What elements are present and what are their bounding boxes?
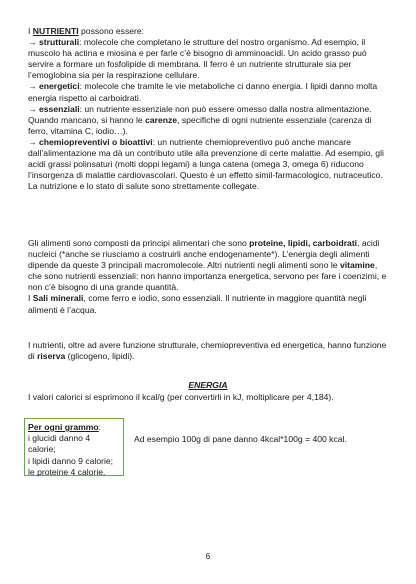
structural-item <box>28 37 392 81</box>
bread-example: Ad esempio 100g di pane danno 4kcal*100g = 400 kcal. <box>134 434 347 444</box>
foods-paragraph: Gli alimenti sono composti da principi alimentari che sono proteine, lipidi, carboidrati, acidi nucleici (*anche se riusciamo a costruirli anche endogenamente*). L’energia degli alimenti dipende da queste 3 principali macromolecole. Altri nutrienti negli alimenti sono le vitamine, che sono nutrienti essenziali: non hanno importanza energetica, servono per fare i coenzimi, e non c’è bisogno di una grande quantità. I Sali minerali, come ferro e iodio, sono essenziali. Il nutriente in maggiore quantità negli alimenti è l’acqua. <box>28 238 387 315</box>
structural-term: strutturali <box>38 37 80 48</box>
intro-text: I <box>28 26 33 36</box>
box-line-glucids: i glucidi danno 4 calorie; <box>28 433 91 455</box>
energy-heading: ENERGIA <box>188 380 228 390</box>
chemopreventive-text: : un nutriente chemiopreventivo può anche mancare dall’alimentazione ma dà un contributo utile alla prevenzione di certe malattie. Ad esempio, gli acidi grassi polinsaturi (molti doppi legami) a lunga catena (omega 3, omega 6) riducono l’insorgenza di malattie cardiovascolari. Questo è un effetto simil-farmacologico, nutraceutico. La nutrizione e lo stato di salute sono strettamente collegate. <box>28 136 384 192</box>
arrow-icon: → <box>28 81 37 92</box>
intro-text-end: possono essere: <box>78 26 145 36</box>
nutrients-intro <box>28 26 392 37</box>
minerals-term: Sali minerali <box>32 293 84 304</box>
arrow-icon: → <box>28 37 37 48</box>
box-title: Per ogni grammo <box>28 422 99 432</box>
nutrients-section <box>28 26 392 192</box>
energetic-item <box>28 81 392 103</box>
deficiency-term: carenze <box>145 114 178 125</box>
arrow-icon: → <box>28 136 37 147</box>
energy-paragraph: I valori calorici si esprimono il kcal/g (per convertirli in kJ, moltiplicare per 4,184). <box>28 392 334 402</box>
box-line-proteins: le proteine 4 calorie. <box>28 466 106 477</box>
structural-text: : molecole che completano le strutture del nostro organismo. Ad esempio, il muscolo ha actina e miosina e per farle c’è bisogno di amminoacidi. Un acido grasso può servire a formare un fosfolipide di membrana. Il ferro è un nutriente strutturale sia per l’emoglobina sia per la respirazione cellulare. <box>28 37 367 81</box>
calories-per-gram-box: Per ogni grammo: i glucidi danno 4 calorie; i lipidi danno 9 calorie; le proteine 4 calorie. <box>24 418 124 476</box>
chemopreventive-term: chemiopreventivi o bioattivi <box>38 136 153 147</box>
macronutrients-term: proteine, lipidi, carboidrati <box>249 238 358 248</box>
essential-text: : un nutriente essenziale non può essere omesso dalla nostra alimentazione. Quando mancano, si hanno le <box>28 103 372 125</box>
vitamins-term: vitamine <box>339 260 375 271</box>
energetic-term: energetici <box>38 81 80 92</box>
essential-item <box>28 104 392 137</box>
essential-text-end: , specifiche di ogni nutriente essenziale (carenza di ferro, vitamina C, iodio…). <box>28 114 372 136</box>
arrow-icon: → <box>28 103 37 114</box>
nutrients-term: NUTRIENTI <box>32 26 79 36</box>
energetic-text: : molecole che tramite le vie metaboliche ci danno energia. I lipidi danno molta energia rispetto ai carboidrati. <box>28 81 378 103</box>
page-number: 6 <box>205 552 211 561</box>
box-line-lipids: i lipidi danno 9 calorie; <box>28 455 114 466</box>
essential-term: essenziali <box>38 103 80 114</box>
reserve-term: riserva <box>37 351 66 362</box>
chemopreventive-item <box>28 137 392 192</box>
reserve-paragraph: I nutrienti, oltre ad avere funzione strutturale, chemiopreventiva ed energetica, hanno funzione di riserva (glicogeno, lipidi). <box>28 340 387 362</box>
